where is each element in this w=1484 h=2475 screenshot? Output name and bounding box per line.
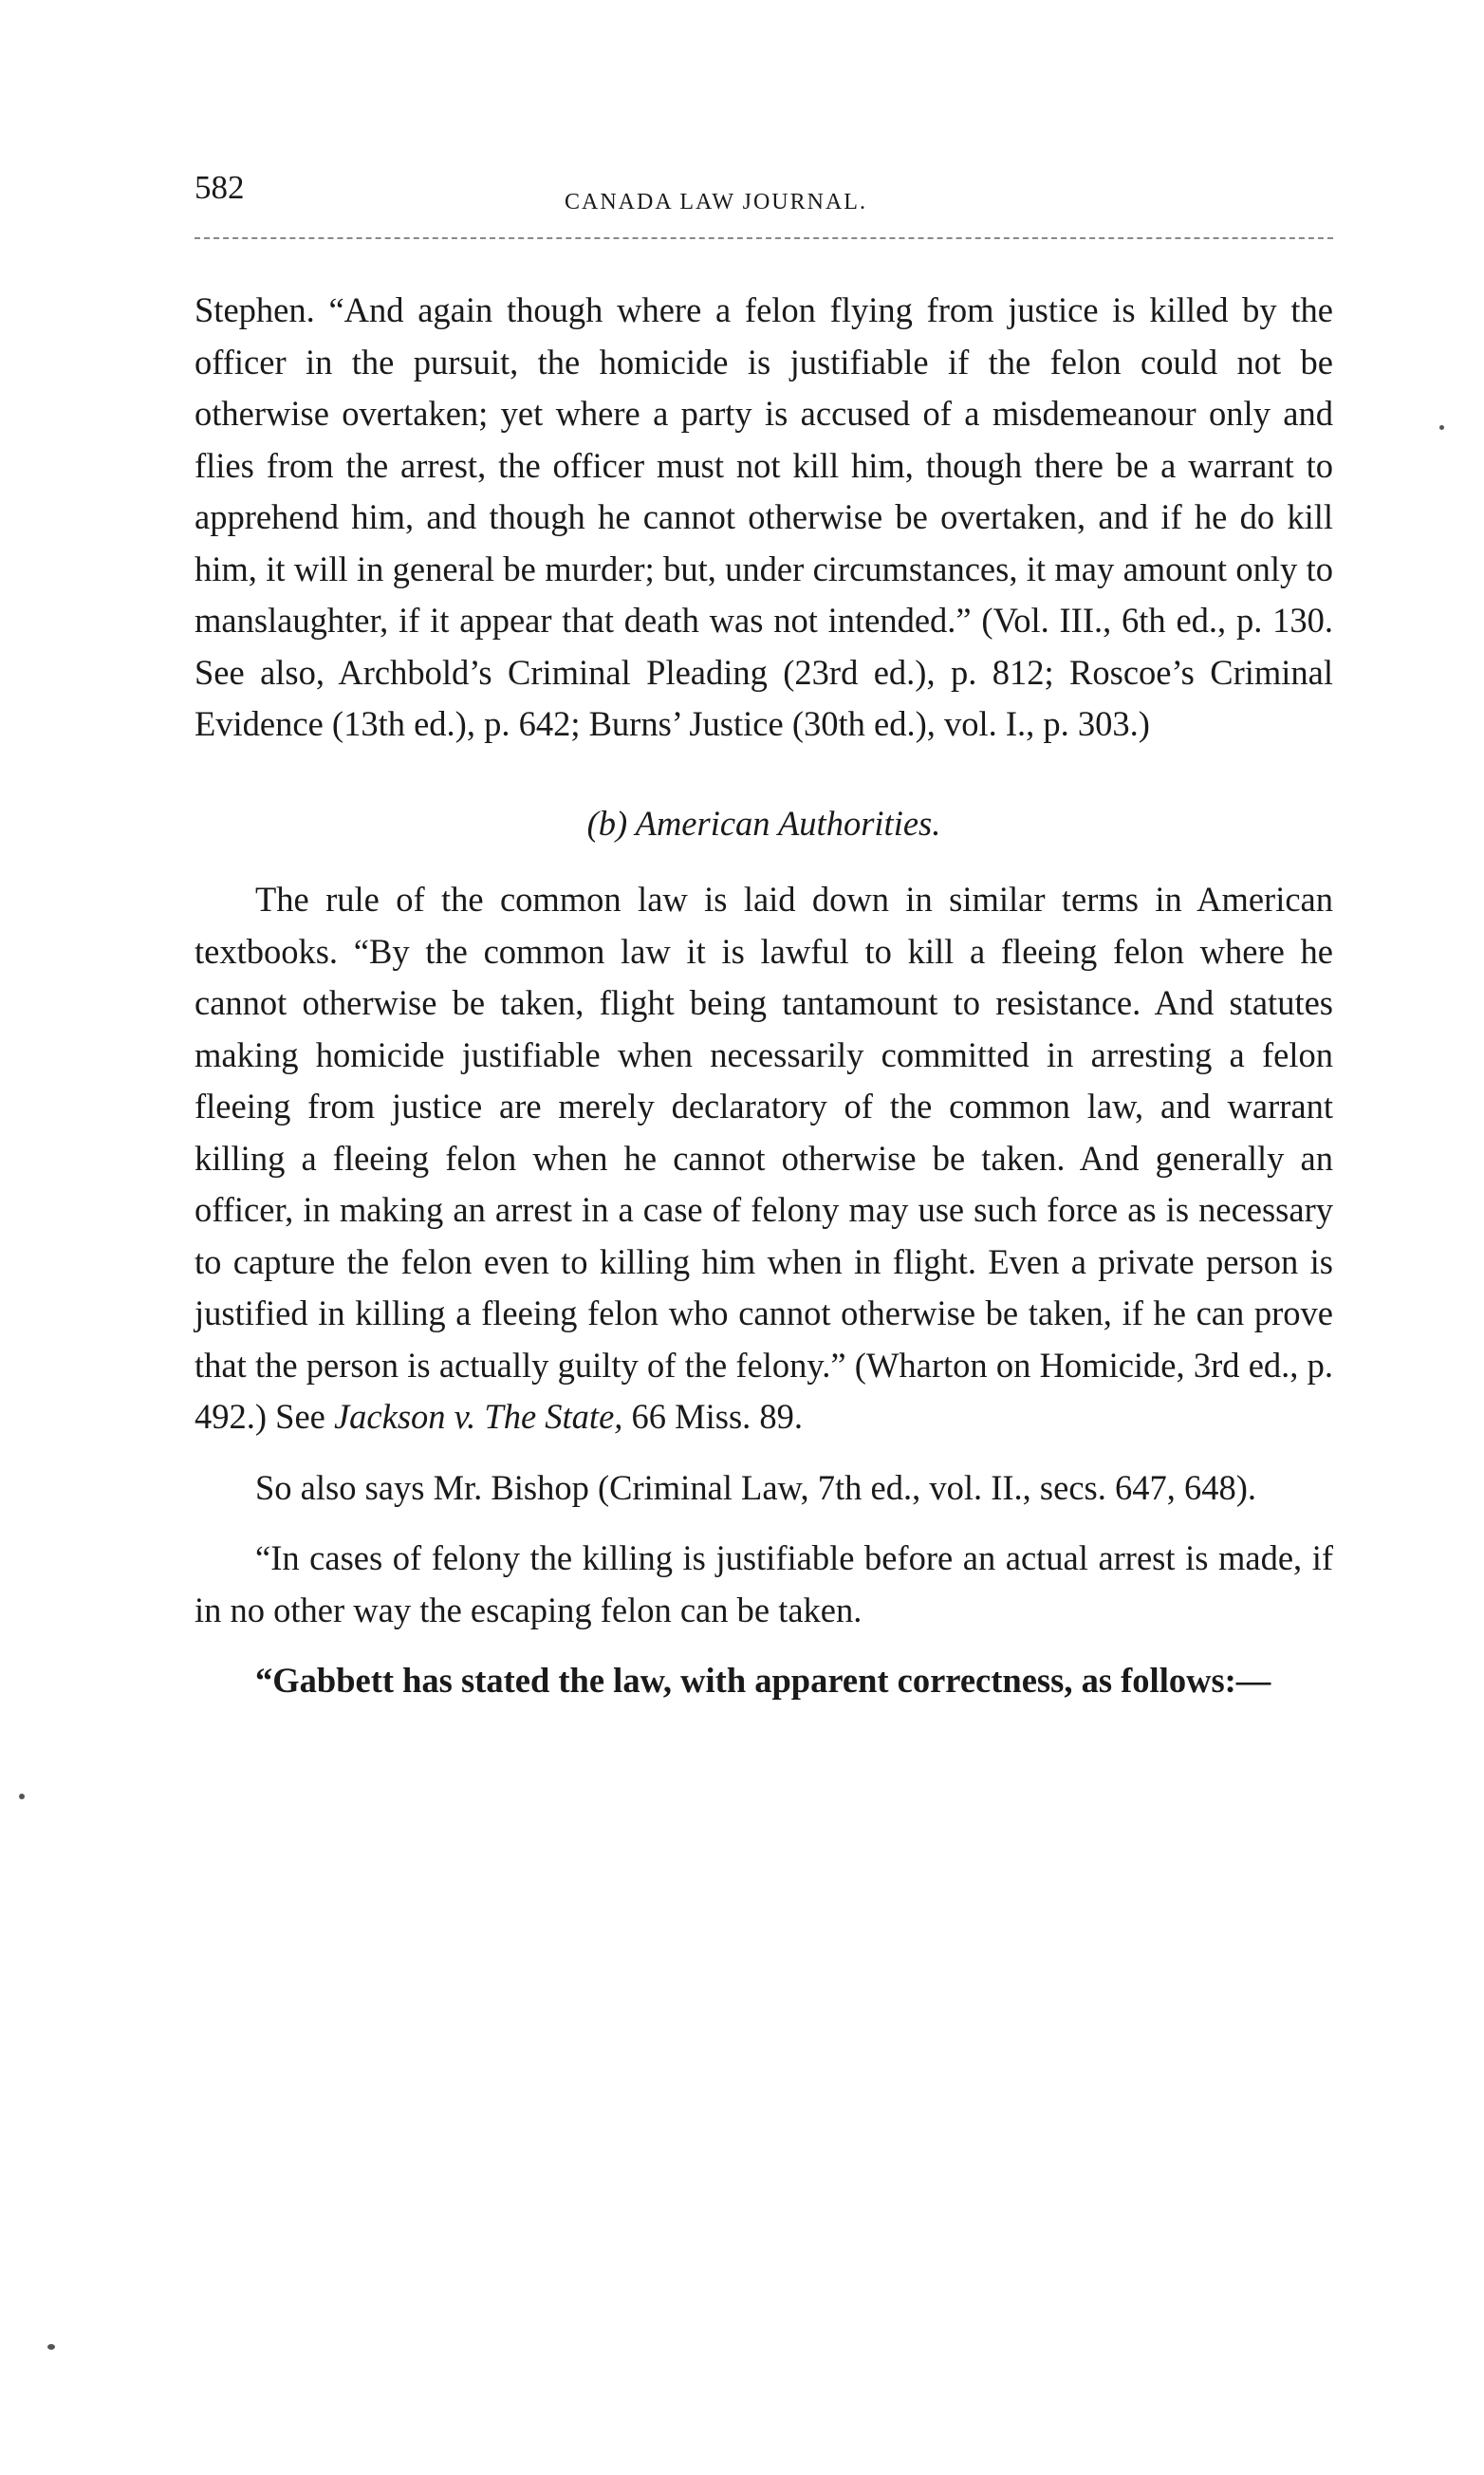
body-text [195, 285, 1333, 1707]
spacer [195, 1636, 1333, 1655]
case-citation-tail: 66 Miss. 89. [622, 1397, 804, 1436]
paragraph-bishop: So also says Mr. Bishop (Criminal Law, 7th ed., vol. II., secs. 647, 648). [255, 1467, 1257, 1507]
scan-speck [19, 1794, 25, 1799]
spacer [195, 849, 1333, 874]
scan-speck [1439, 425, 1444, 430]
running-head [195, 169, 1333, 216]
scan-speck [47, 2344, 55, 2350]
spacer [195, 1514, 1333, 1533]
case-citation: Jackson v. The State, [333, 1397, 623, 1436]
document-page [195, 0, 1333, 2475]
section-heading: (b) American Authorities. [586, 803, 941, 843]
paragraph-gabbett: “Gabbett has stated the law, with apparent correctness, as follows:— [255, 1661, 1271, 1700]
header-rule [195, 237, 1333, 239]
paragraph-american-rule [195, 874, 1333, 1443]
paragraph-stephen-quote: Stephen. “And again though where a felon flying from justice is killed by the officer in the pursuit, the homicide is justifiable if the felon could not be otherwise overtaken; yet where a party is accused of a misdemeanour only and flies from the arrest, the officer must not kill him, though there be a warrant to apprehend him, and though he cannot otherwise be overtaken, and if he do kill him, it will in general be murder; but, under circumstances, it may amount only to manslaughter, if it appear that death was not intended.” (Vol. III., 6th ed., p. 130. See also, Archbold’s Criminal Pleading (23rd ed.), p. 812; Roscoe’s Criminal Evidence (13th ed.), p. 642; Burns’ Justice (30th ed.), vol. I., p. 303.) [195, 290, 1333, 743]
journal-title: CANADA LAW JOURNAL. [565, 190, 867, 214]
page-number: 582 [195, 169, 245, 206]
spacer [195, 751, 1333, 798]
spacer [195, 1443, 1333, 1462]
paragraph-american-rule-text: The rule of the common law is laid down in similar terms in American textbooks. “By the common law it is lawful to kill a fleeing felon where he cannot otherwise be taken, flight being tantamount to resistance. And statutes making homicide justifiable when necessarily committed in arresting a felon fleeing from justice are merely declaratory of the common law, and warrant killing a fleeing felon when he cannot otherwise be taken. And generally an officer, in making an arrest in a case of felony may use such force as is necessary to capture the felon even to killing him when in flight. Even a private person is justified in killing a fleeing felon who cannot otherwise be taken, if he can prove that the person is actually guilty of the felony.” (Wharton on Homicide, 3rd ed., p. 492.) See [195, 880, 1333, 1436]
paragraph-felony-quote: “In cases of felony the killing is justifiable before an actual arrest is made, if in no other way the escaping felon can be taken. [195, 1538, 1333, 1629]
